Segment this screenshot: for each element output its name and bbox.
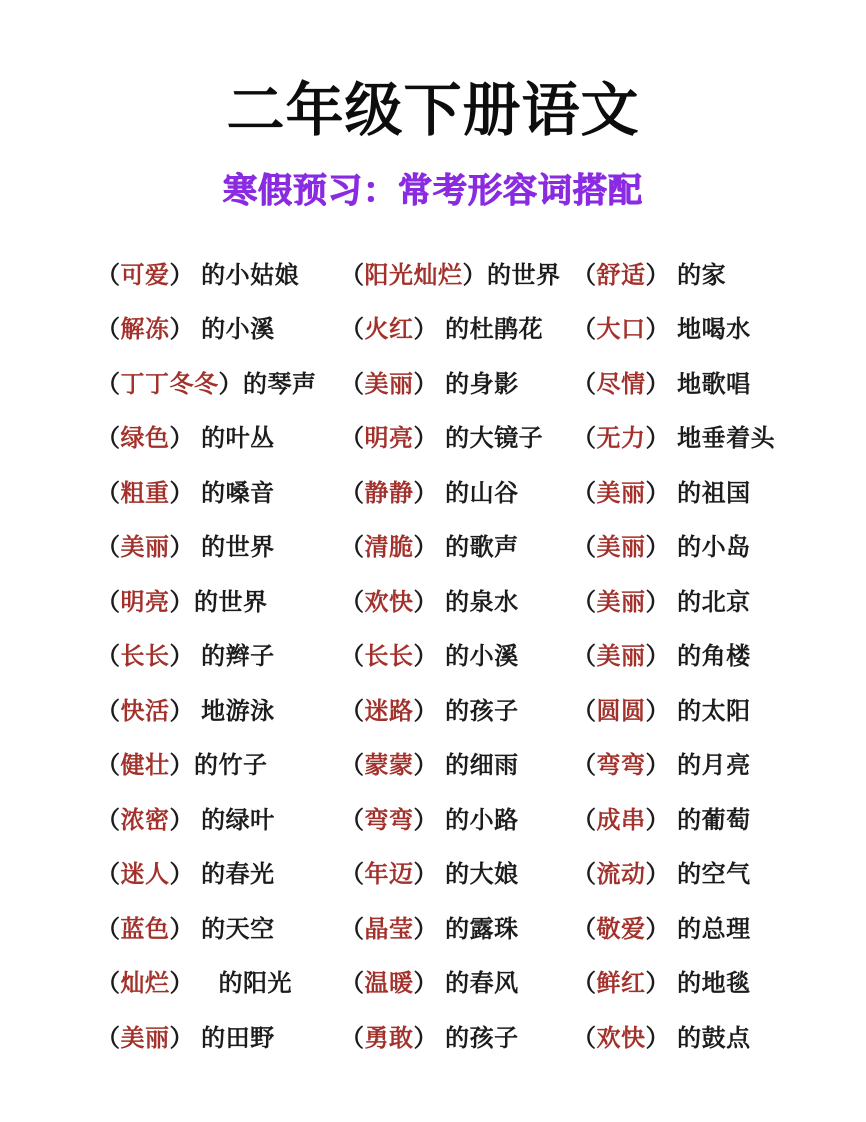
adjective-answer: 清脆: [364, 534, 414, 562]
close-paren: ）: [169, 915, 194, 943]
open-paren: （: [96, 425, 121, 453]
phrase-item: [96, 354, 340, 409]
phrase-item: [340, 899, 572, 954]
noun-phrase: 的鼓点: [670, 1024, 751, 1052]
phrase-item: [340, 463, 572, 518]
phrase-item: [340, 354, 572, 409]
phrase-item: [572, 300, 826, 355]
noun-phrase: 的大娘: [438, 861, 519, 889]
close-paren: ）: [169, 261, 194, 289]
noun-phrase: 的叶丛: [194, 425, 275, 453]
open-paren: （: [340, 970, 365, 998]
adjective-answer: 灿烂: [120, 970, 170, 998]
close-paren: ）: [413, 643, 438, 671]
open-paren: （: [96, 806, 121, 834]
adjective-answer: 欢快: [364, 588, 414, 616]
noun-phrase: 地垂着头: [670, 425, 776, 453]
open-paren: （: [340, 316, 365, 344]
adjective-answer: 火红: [364, 316, 414, 344]
close-paren: ）: [413, 425, 438, 453]
noun-phrase: 的大镜子: [438, 425, 544, 453]
noun-phrase: 的琴声: [243, 370, 317, 398]
noun-phrase: 的孩子: [438, 697, 519, 725]
close-paren: ）: [169, 479, 194, 507]
open-paren: （: [340, 479, 365, 507]
open-paren: （: [340, 806, 365, 834]
open-paren: （: [340, 370, 365, 398]
noun-phrase: 地歌唱: [670, 370, 751, 398]
phrase-column-3: [572, 245, 826, 1063]
close-paren: ）: [169, 534, 194, 562]
adjective-answer: 解冻: [120, 316, 170, 344]
open-paren: （: [340, 1024, 365, 1052]
phrase-item: [572, 627, 826, 682]
open-paren: （: [572, 261, 597, 289]
open-paren: （: [572, 588, 597, 616]
noun-phrase: 的小姑娘: [194, 261, 300, 289]
open-paren: （: [572, 425, 597, 453]
close-paren: ）: [169, 588, 194, 616]
phrase-item: [572, 954, 826, 1009]
adjective-answer: 美丽: [596, 643, 646, 671]
phrase-item: [572, 1008, 826, 1063]
phrase-item: [572, 681, 826, 736]
phrase-column-2: [340, 245, 572, 1063]
close-paren: ）: [169, 316, 194, 344]
adjective-answer: 舒适: [596, 261, 646, 289]
open-paren: （: [572, 643, 597, 671]
open-paren: （: [96, 697, 121, 725]
open-paren: （: [96, 261, 121, 289]
adjective-answer: 美丽: [364, 370, 414, 398]
adjective-answer: 晶莹: [364, 915, 414, 943]
phrase-item: [340, 572, 572, 627]
noun-phrase: 的地毯: [670, 970, 751, 998]
close-paren: ）: [645, 643, 670, 671]
open-paren: （: [572, 697, 597, 725]
open-paren: （: [340, 534, 365, 562]
noun-phrase: 的春风: [438, 970, 519, 998]
adjective-answer: 美丽: [596, 534, 646, 562]
close-paren: ）: [413, 697, 438, 725]
adjective-answer: 无力: [596, 425, 646, 453]
phrase-item: [340, 245, 572, 300]
adjective-answer: 弯弯: [364, 806, 414, 834]
open-paren: （: [572, 970, 597, 998]
open-paren: （: [96, 752, 121, 780]
open-paren: （: [96, 316, 121, 344]
phrase-item: [340, 790, 572, 845]
close-paren: ）: [169, 970, 194, 998]
open-paren: （: [340, 697, 365, 725]
adjective-answer: 迷路: [364, 697, 414, 725]
phrase-item: [340, 681, 572, 736]
adjective-answer: 健壮: [120, 752, 170, 780]
phrase-item: [572, 245, 826, 300]
close-paren: ）: [645, 261, 670, 289]
open-paren: （: [96, 643, 121, 671]
noun-phrase: 的山谷: [438, 479, 519, 507]
open-paren: （: [340, 752, 365, 780]
close-paren: ）: [645, 806, 670, 834]
adjective-answer: 长长: [120, 643, 170, 671]
adjective-answer: 长长: [364, 643, 414, 671]
adjective-answer: 美丽: [120, 534, 170, 562]
close-paren: ）: [413, 534, 438, 562]
adjective-answer: 蓝色: [120, 915, 170, 943]
noun-phrase: 的小溪: [194, 316, 275, 344]
adjective-answer: 阳光灿烂: [364, 261, 463, 289]
phrase-item: [340, 954, 572, 1009]
noun-phrase: 的世界: [194, 588, 268, 616]
adjective-answer: 快活: [120, 697, 170, 725]
adjective-answer: 丁丁冬冬: [120, 370, 219, 398]
noun-phrase: 的辫子: [194, 643, 275, 671]
noun-phrase: 的嗓音: [194, 479, 275, 507]
open-paren: （: [340, 425, 365, 453]
noun-phrase: 的绿叶: [194, 806, 275, 834]
noun-phrase: 的杜鹃花: [438, 316, 544, 344]
close-paren: ）: [169, 806, 194, 834]
phrase-item: [96, 409, 340, 464]
adjective-answer: 美丽: [120, 1024, 170, 1052]
noun-phrase: 的角楼: [670, 643, 751, 671]
noun-phrase: 地游泳: [194, 697, 275, 725]
phrase-item: [340, 736, 572, 791]
close-paren: ）: [413, 806, 438, 834]
phrase-item: [572, 518, 826, 573]
noun-phrase: 的露珠: [438, 915, 519, 943]
adjective-answer: 弯弯: [596, 752, 646, 780]
open-paren: （: [96, 588, 121, 616]
close-paren: ）: [169, 861, 194, 889]
close-paren: ）: [645, 534, 670, 562]
adjective-answer: 美丽: [596, 479, 646, 507]
close-paren: ）: [169, 425, 194, 453]
phrase-item: [340, 845, 572, 900]
open-paren: （: [572, 861, 597, 889]
noun-phrase: 的小溪: [438, 643, 519, 671]
phrase-item: [96, 518, 340, 573]
phrase-item: [96, 790, 340, 845]
adjective-answer: 浓密: [120, 806, 170, 834]
noun-phrase: 的空气: [670, 861, 751, 889]
close-paren: ）: [413, 588, 438, 616]
open-paren: （: [572, 1024, 597, 1052]
noun-phrase: 的北京: [670, 588, 751, 616]
noun-phrase: 的小岛: [670, 534, 751, 562]
noun-phrase: 的天空: [194, 915, 275, 943]
open-paren: （: [572, 479, 597, 507]
adjective-answer: 蒙蒙: [364, 752, 414, 780]
adjective-answer: 粗重: [120, 479, 170, 507]
adjective-answer: 温暖: [364, 970, 414, 998]
close-paren: ）: [645, 425, 670, 453]
noun-phrase: 的小路: [438, 806, 519, 834]
noun-phrase: 的田野: [194, 1024, 275, 1052]
open-paren: （: [572, 316, 597, 344]
phrase-item: [572, 572, 826, 627]
noun-phrase: 的歌声: [438, 534, 519, 562]
close-paren: ）: [645, 970, 670, 998]
phrase-item: [96, 1008, 340, 1063]
phrase-item: [340, 518, 572, 573]
adjective-answer: 敬爱: [596, 915, 646, 943]
phrase-item: [572, 845, 826, 900]
close-paren: ）: [169, 643, 194, 671]
phrase-item: [572, 354, 826, 409]
phrase-item: [96, 736, 340, 791]
adjective-answer: 可爱: [120, 261, 170, 289]
open-paren: （: [96, 861, 121, 889]
close-paren: ）: [645, 479, 670, 507]
close-paren: ）: [169, 697, 194, 725]
open-paren: （: [96, 970, 121, 998]
noun-phrase: 的竹子: [194, 752, 268, 780]
close-paren: ）: [413, 970, 438, 998]
adjective-answer: 明亮: [120, 588, 170, 616]
noun-phrase: 的身影: [438, 370, 519, 398]
open-paren: （: [340, 588, 365, 616]
phrase-item: [340, 300, 572, 355]
noun-phrase: 的孩子: [438, 1024, 519, 1052]
phrase-item: [572, 463, 826, 518]
noun-phrase: 的阳光: [194, 970, 292, 998]
close-paren: ）: [413, 915, 438, 943]
open-paren: （: [96, 534, 121, 562]
phrase-item: [572, 736, 826, 791]
noun-phrase: 的世界: [487, 261, 561, 289]
noun-phrase: 的祖国: [670, 479, 751, 507]
phrase-grid: [96, 245, 826, 1063]
close-paren: ）: [645, 1024, 670, 1052]
phrase-item: [96, 627, 340, 682]
phrase-item: [96, 954, 340, 1009]
open-paren: （: [96, 915, 121, 943]
close-paren: ）: [645, 370, 670, 398]
close-paren: ）: [645, 697, 670, 725]
open-paren: （: [572, 806, 597, 834]
close-paren: ）: [645, 861, 670, 889]
phrase-item: [96, 245, 340, 300]
open-paren: （: [340, 861, 365, 889]
close-paren: ）: [413, 752, 438, 780]
close-paren: ）: [645, 588, 670, 616]
open-paren: （: [572, 752, 597, 780]
adjective-answer: 年迈: [364, 861, 414, 889]
phrase-item: [572, 790, 826, 845]
close-paren: ）: [645, 915, 670, 943]
noun-phrase: 的月亮: [670, 752, 751, 780]
adjective-answer: 大口: [596, 316, 646, 344]
adjective-answer: 静静: [364, 479, 414, 507]
phrase-item: [96, 463, 340, 518]
phrase-item: [96, 845, 340, 900]
noun-phrase: 的细雨: [438, 752, 519, 780]
open-paren: （: [572, 370, 597, 398]
adjective-answer: 绿色: [120, 425, 170, 453]
noun-phrase: 的家: [670, 261, 727, 289]
phrase-item: [572, 409, 826, 464]
adjective-answer: 欢快: [596, 1024, 646, 1052]
open-paren: （: [96, 479, 121, 507]
adjective-answer: 鲜红: [596, 970, 646, 998]
close-paren: ）: [169, 752, 194, 780]
phrase-item: [340, 409, 572, 464]
page-subtitle: 寒假预习：常考形容词搭配: [223, 171, 643, 210]
open-paren: （: [340, 915, 365, 943]
open-paren: （: [340, 643, 365, 671]
page-title: 二年级下册语文: [226, 78, 640, 143]
phrase-item: [96, 899, 340, 954]
noun-phrase: 的太阳: [670, 697, 751, 725]
adjective-answer: 迷人: [120, 861, 170, 889]
adjective-answer: 圆圆: [596, 697, 646, 725]
close-paren: ）: [462, 261, 487, 289]
close-paren: ）: [413, 370, 438, 398]
close-paren: ）: [413, 861, 438, 889]
adjective-answer: 勇敢: [364, 1024, 414, 1052]
open-paren: （: [340, 261, 365, 289]
phrase-item: [96, 300, 340, 355]
noun-phrase: 的葡萄: [670, 806, 751, 834]
close-paren: ）: [413, 1024, 438, 1052]
adjective-answer: 明亮: [364, 425, 414, 453]
open-paren: （: [572, 915, 597, 943]
phrase-item: [340, 1008, 572, 1063]
adjective-answer: 尽情: [596, 370, 646, 398]
phrase-item: [96, 572, 340, 627]
open-paren: （: [96, 1024, 121, 1052]
close-paren: ）: [413, 479, 438, 507]
open-paren: （: [572, 534, 597, 562]
close-paren: ）: [645, 316, 670, 344]
adjective-answer: 美丽: [596, 588, 646, 616]
noun-phrase: 地喝水: [670, 316, 751, 344]
phrase-column-1: [96, 245, 340, 1063]
phrase-item: [572, 899, 826, 954]
noun-phrase: 的泉水: [438, 588, 519, 616]
adjective-answer: 流动: [596, 861, 646, 889]
close-paren: ）: [169, 1024, 194, 1052]
close-paren: ）: [218, 370, 243, 398]
noun-phrase: 的总理: [670, 915, 751, 943]
open-paren: （: [96, 370, 121, 398]
close-paren: ）: [645, 752, 670, 780]
noun-phrase: 的春光: [194, 861, 275, 889]
adjective-answer: 成串: [596, 806, 646, 834]
noun-phrase: 的世界: [194, 534, 275, 562]
phrase-item: [340, 627, 572, 682]
phrase-item: [96, 681, 340, 736]
close-paren: ）: [413, 316, 438, 344]
